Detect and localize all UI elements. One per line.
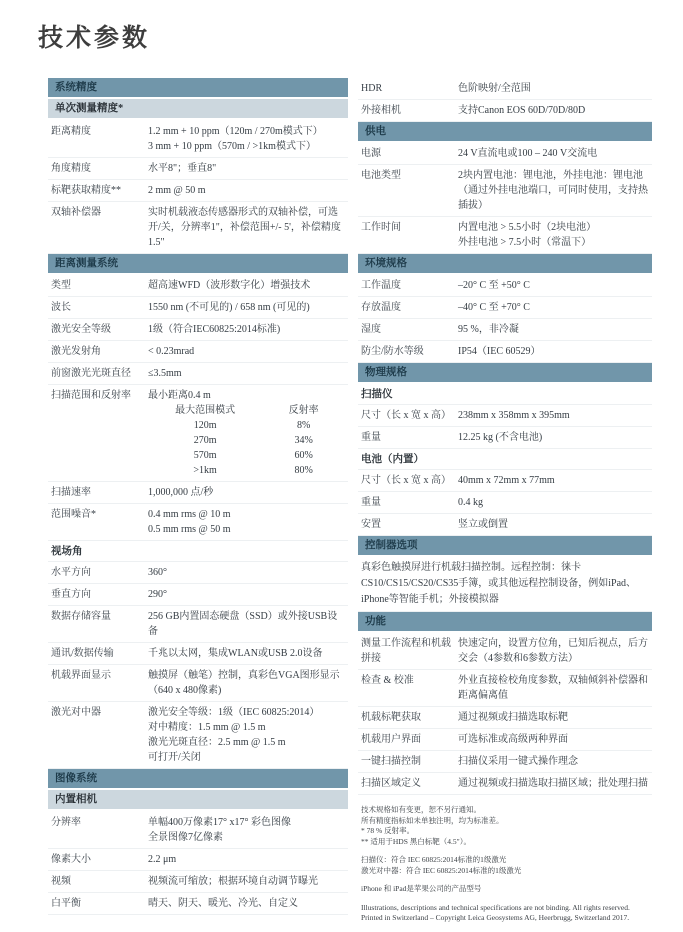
spec-value xyxy=(458,495,649,510)
footnote-line: 激光对中器：符合 IEC 60825:2014标准的1级激光 xyxy=(361,865,522,875)
spec-value-line: 290° xyxy=(148,589,167,600)
spec-row xyxy=(48,341,348,363)
spec-value xyxy=(458,322,649,337)
spec-label: 扫描速率 xyxy=(51,487,91,498)
spec-label: 机载界面显示 xyxy=(51,670,111,681)
spec-row xyxy=(48,202,348,254)
spec-column-right xyxy=(358,78,652,932)
spec-value-line: 360° xyxy=(148,567,167,578)
spec-row xyxy=(48,297,348,319)
spec-value-line: 激光光斑直径：2.5 mm @ 1.5 m xyxy=(148,737,286,748)
spec-value xyxy=(148,366,345,381)
range-table-header-cell: 反射率 xyxy=(288,405,319,416)
spec-row xyxy=(358,729,652,751)
spec-value xyxy=(148,485,345,500)
spec-row xyxy=(358,405,652,427)
spec-value xyxy=(148,344,345,359)
spec-row xyxy=(48,893,348,915)
spec-value xyxy=(148,388,345,478)
spec-value xyxy=(458,146,649,161)
footnote-line: iPhone 和 iPad是苹果公司的产品型号 xyxy=(361,884,482,893)
range-table-cell: 270m xyxy=(193,435,217,446)
spec-row xyxy=(358,297,652,319)
range-table-cell: 60% xyxy=(294,450,313,461)
spec-label: 分辨率 xyxy=(51,817,81,828)
spec-value-line: 95 %，非冷凝 xyxy=(458,324,519,335)
spec-value-line: 支持Canon EOS 60D/70D/80D xyxy=(458,105,586,116)
spec-row xyxy=(358,670,652,707)
spec-value xyxy=(148,852,345,867)
spec-row xyxy=(358,751,652,773)
range-table-cell: 570m xyxy=(193,450,217,461)
spec-value xyxy=(148,322,345,337)
section-header: 图像系统 xyxy=(48,769,348,788)
spec-label: 波长 xyxy=(51,302,71,313)
spec-label: 存放温度 xyxy=(361,302,401,313)
spec-label: 范围噪音* xyxy=(51,509,96,520)
spec-row xyxy=(48,385,348,482)
range-table-row xyxy=(148,433,345,448)
spec-row xyxy=(48,275,348,297)
spec-value-line: 238mm x 358mm x 395mm xyxy=(458,410,570,421)
spec-value xyxy=(458,344,649,359)
spec-value-line: 千兆以太网，集成WLAN或USB 2.0设备 xyxy=(148,648,323,659)
spec-label: 扫描区域定义 xyxy=(361,778,421,789)
spec-label: 水平方向 xyxy=(51,567,91,578)
spec-row xyxy=(48,665,348,702)
footnote-line: 所有精度指标如未单独注明，均为标准差。 xyxy=(361,815,504,825)
spec-row xyxy=(48,584,348,606)
spec-label: 标靶获取精度** xyxy=(51,185,121,196)
spec-row xyxy=(48,504,348,541)
range-table-cell: 8% xyxy=(296,420,311,431)
spec-label: 测量工作流程和机载拼接 xyxy=(361,638,451,664)
footnotes xyxy=(358,805,652,932)
spec-row xyxy=(358,319,652,341)
spec-label: 垂直方向 xyxy=(51,589,91,600)
spec-label: 距离精度 xyxy=(51,126,91,137)
spec-value xyxy=(148,183,345,198)
spec-value-line: 视频流可缩放；根据环境自动调节曝光 xyxy=(148,876,318,887)
spec-row xyxy=(48,180,348,202)
spec-value-line: 可打开/关闭 xyxy=(148,752,201,763)
spec-row xyxy=(48,812,348,849)
spec-value-line: 2.2 μm xyxy=(148,854,177,865)
spec-label: 视频 xyxy=(51,876,71,887)
spec-label: 激光发射角 xyxy=(51,346,101,357)
spec-value-line: 0.4 kg xyxy=(458,497,483,508)
spec-value xyxy=(148,646,345,661)
spec-label: 角度精度 xyxy=(51,163,91,174)
spec-label: 前窗激光光斑直径 xyxy=(51,368,131,379)
spec-label: 扫描范围和反射率 xyxy=(51,390,131,401)
spec-text: 真彩色触摸屏进行机载扫描控制。远程控制：徕卡CS10/CS15/CS20/CS35手簿，或其他远程控制设备，例如iPad、iPhone等智能手机；外接模拟器 xyxy=(361,562,637,605)
subsection-header: 内置相机 xyxy=(48,790,348,810)
spec-label: 白平衡 xyxy=(51,898,81,909)
spec-label: 外接相机 xyxy=(361,105,401,116)
footnote-line: 技术规格如有变更，恕不另行通知。 xyxy=(361,805,481,814)
spec-value-line: 可选标准或高级两种界面 xyxy=(458,734,568,745)
spec-row xyxy=(358,78,652,100)
subsection-label: 视场角 xyxy=(48,541,348,562)
spec-row xyxy=(358,633,652,670)
section-header: 控制器选项 xyxy=(358,536,652,555)
spec-row xyxy=(358,217,652,254)
footnote-group xyxy=(361,805,652,847)
range-table-cell: >1km xyxy=(193,465,217,476)
spec-label: 尺寸（长 x 宽 x 高） xyxy=(361,410,451,421)
spec-value-line: 1,000,000 点/秒 xyxy=(148,487,214,498)
spec-value xyxy=(458,408,649,423)
spec-row xyxy=(358,143,652,165)
spec-value xyxy=(458,473,649,488)
spec-value xyxy=(148,205,345,250)
spec-row xyxy=(48,871,348,893)
spec-row xyxy=(358,100,652,122)
spec-value xyxy=(148,565,345,580)
section-header: 物理规格 xyxy=(358,363,652,382)
spec-value-line: 扫描仪采用一键式操作理念 xyxy=(458,756,578,767)
spec-row xyxy=(358,707,652,729)
spec-label: 工作温度 xyxy=(361,280,401,291)
range-table-cell: 34% xyxy=(294,435,313,446)
spec-value-line: 2 mm @ 50 m xyxy=(148,185,206,196)
footnote-line: ** 适用于HDS 黑白标靶（4.5"）。 xyxy=(361,836,471,846)
section-header: 距离测量系统 xyxy=(48,254,348,273)
spec-value xyxy=(458,710,649,725)
spec-value-line: 快速定向，设置方位角，已知后视点，后方交会（4参数和6参数方法） xyxy=(458,638,648,664)
spec-row xyxy=(358,165,652,217)
footnote-line: Illustrations, descriptions and technical specifications are not binding. All rights reserved. xyxy=(361,902,630,912)
spec-label: 数据存储容量 xyxy=(51,611,111,622)
spec-row xyxy=(358,275,652,297)
range-table-row xyxy=(148,448,345,463)
spec-value-line: 12.25 kg (不含电池) xyxy=(458,432,543,443)
spec-row xyxy=(48,482,348,504)
section-header: 环境规格 xyxy=(358,254,652,273)
spec-columns xyxy=(48,78,683,932)
footnote-group xyxy=(361,884,652,895)
spec-row xyxy=(48,319,348,341)
spec-label: 机载标靶获取 xyxy=(361,712,421,723)
spec-value xyxy=(458,278,649,293)
spec-value xyxy=(458,430,649,445)
spec-row xyxy=(358,341,652,363)
spec-row xyxy=(48,702,348,769)
spec-label: 通讯/数据传输 xyxy=(51,648,114,659)
spec-label: 机载用户界面 xyxy=(361,734,421,745)
spec-value-line: –20° C 至 +50° C xyxy=(458,280,530,291)
spec-value xyxy=(148,161,345,176)
spec-value-line: 3 mm + 10 ppm（570m / >1km模式下） xyxy=(148,141,316,152)
spec-label: 重量 xyxy=(361,432,381,443)
spec-label: 像素大小 xyxy=(51,854,91,865)
spec-label: 尺寸（长 x 宽 x 高） xyxy=(361,475,451,486)
page-title: 技术参数 xyxy=(38,24,151,52)
spec-label: 双轴补偿器 xyxy=(51,207,101,218)
spec-value-line: 外业直接检校角度参数，双轴倾斜补偿器和距离偏离值 xyxy=(458,675,648,701)
spec-value-line: 24 V直流电或100 – 240 V交流电 xyxy=(458,148,598,159)
spec-value-line: 0.5 mm rms @ 50 m xyxy=(148,524,231,535)
spec-label: 电源 xyxy=(361,148,381,159)
spec-value-line: 超高速WFD（波形数字化）增强技术 xyxy=(148,280,311,291)
spec-row xyxy=(48,158,348,180)
spec-row xyxy=(358,492,652,514)
spec-value-line: 晴天、阴天、暖光、冷光、自定义 xyxy=(148,898,298,909)
spec-value-line: < 0.23mrad xyxy=(148,346,195,357)
footnote-group xyxy=(361,855,652,876)
spec-label: HDR xyxy=(361,83,383,94)
spec-value-line: 256 GB内置固态硬盘（SSD）或外接USB设备 xyxy=(148,611,338,637)
range-table-row xyxy=(148,463,345,478)
subsection-header: 单次测量精度* xyxy=(48,99,348,119)
spec-value-line: 1550 nm (不可见的) / 658 nm (可见的) xyxy=(148,302,310,313)
spec-label: 工作时间 xyxy=(361,222,401,233)
spec-value-line: 色阶映射/全范围 xyxy=(458,83,531,94)
spec-value-line: 激光安全等级：1级（IEC 60825:2014） xyxy=(148,707,320,718)
spec-value xyxy=(148,124,345,154)
spec-value xyxy=(458,220,649,250)
subsection-label: 扫描仪 xyxy=(358,384,652,405)
spec-value xyxy=(148,587,345,602)
spec-value xyxy=(148,668,345,698)
footnote-group xyxy=(361,903,652,924)
spec-value-line: 40mm x 72mm x 77mm xyxy=(458,475,555,486)
spec-value-line: 全景图像7亿像素 xyxy=(148,832,223,843)
spec-value-line: 竖立或倒置 xyxy=(458,519,508,530)
spec-value xyxy=(458,103,649,118)
spec-value xyxy=(148,507,345,537)
spec-value-line: –40° C 至 +70° C xyxy=(458,302,530,313)
spec-label: 重量 xyxy=(361,497,381,508)
spec-row xyxy=(48,363,348,385)
spec-value xyxy=(458,81,649,96)
spec-value xyxy=(458,517,649,532)
spec-row xyxy=(48,643,348,665)
spec-label: 电池类型 xyxy=(361,170,401,181)
spec-value xyxy=(148,278,345,293)
spec-label: 湿度 xyxy=(361,324,381,335)
range-table-header xyxy=(148,403,345,418)
spec-label: 检查 & 校准 xyxy=(361,675,414,686)
spec-value-line: 1.2 mm + 10 ppm（120m / 270m模式下） xyxy=(148,126,323,137)
spec-label: 激光对中器 xyxy=(51,707,101,718)
spec-value-line: 触摸屏（触笔）控制，真彩色VGA图形显示（640 x 480像素) xyxy=(148,670,340,696)
spec-value-line: 对中精度：1.5 mm @ 1.5 m xyxy=(148,722,266,733)
range-reflectivity-table xyxy=(148,403,345,478)
spec-value xyxy=(458,732,649,747)
spec-value xyxy=(148,896,345,911)
spec-value-line: 单幅400万像素17° x17° 彩色图像 xyxy=(148,817,291,828)
spec-row xyxy=(48,849,348,871)
spec-label: 类型 xyxy=(51,280,71,291)
spec-row xyxy=(358,773,652,795)
spec-label: 防尘/防水等级 xyxy=(361,346,424,357)
spec-label: 安置 xyxy=(361,519,381,530)
spec-row xyxy=(358,470,652,492)
spec-label: 一键扫描控制 xyxy=(361,756,421,767)
spec-value xyxy=(458,168,649,213)
spec-value xyxy=(148,300,345,315)
range-table-row xyxy=(148,418,345,433)
spec-row xyxy=(48,606,348,643)
spec-value-line: 最小距离0.4 m xyxy=(148,390,211,401)
spec-value-line: IP54（IEC 60529） xyxy=(458,346,541,357)
spec-value-line: 0.4 mm rms @ 10 m xyxy=(148,509,231,520)
spec-column-left xyxy=(48,78,348,932)
spec-value xyxy=(148,705,345,765)
spec-value xyxy=(458,754,649,769)
spec-value xyxy=(458,636,649,666)
spec-value-line: 通过视频或扫描选取扫描区域；批处理扫描 xyxy=(458,778,648,789)
range-table-header-cell: 最大范围模式 xyxy=(175,405,236,416)
section-header: 系统精度 xyxy=(48,78,348,97)
footnote-line: Printed in Switzerland – Copyright Leica Geosystems AG, Heerbrugg, Switzerland 2017. xyxy=(361,913,630,922)
footnote-line: 扫描仪：符合 IEC 60825:2014标准的1级激光 xyxy=(361,855,507,864)
spec-value-line: 实时机载液态传感器形式的双轴补偿，可选开/关，分辨率1"，补偿范围+/- 5'，补偿精度1.5" xyxy=(148,207,341,248)
spec-value-line: 通过视频或扫描选取标靶 xyxy=(458,712,568,723)
spec-row xyxy=(358,514,652,536)
subsection-label: 电池（内置） xyxy=(358,449,652,470)
spec-row-fullwidth xyxy=(358,557,652,612)
footnote-line: * 78 % 反射率。 xyxy=(361,826,415,835)
spec-value xyxy=(458,673,649,703)
spec-value-line: 内置电池 > 5.5小时（2块电池） xyxy=(458,222,597,233)
spec-value-line: 2块内置电池：锂电池，外挂电池：锂电池（通过外挂电池端口，可同时使用，支持热插拔） xyxy=(458,170,648,211)
spec-value-line: 外挂电池 > 7.5小时（常温下） xyxy=(458,237,592,248)
spec-value-line: 1级（符合IEC60825:2014标准) xyxy=(148,324,281,335)
range-table-cell: 120m xyxy=(193,420,217,431)
spec-row xyxy=(48,562,348,584)
range-table-cell: 80% xyxy=(294,465,313,476)
spec-value-line: 水平8"；垂直8" xyxy=(148,163,217,174)
spec-value-line: ≤3.5mm xyxy=(148,368,182,379)
section-header: 供电 xyxy=(358,122,652,141)
spec-value xyxy=(458,300,649,315)
spec-value xyxy=(458,776,649,791)
section-header: 功能 xyxy=(358,612,652,631)
spec-value xyxy=(148,609,345,639)
spec-row xyxy=(358,427,652,449)
spec-value xyxy=(148,874,345,889)
spec-row xyxy=(48,121,348,158)
spec-label: 激光安全等级 xyxy=(51,324,111,335)
spec-value xyxy=(148,815,345,845)
